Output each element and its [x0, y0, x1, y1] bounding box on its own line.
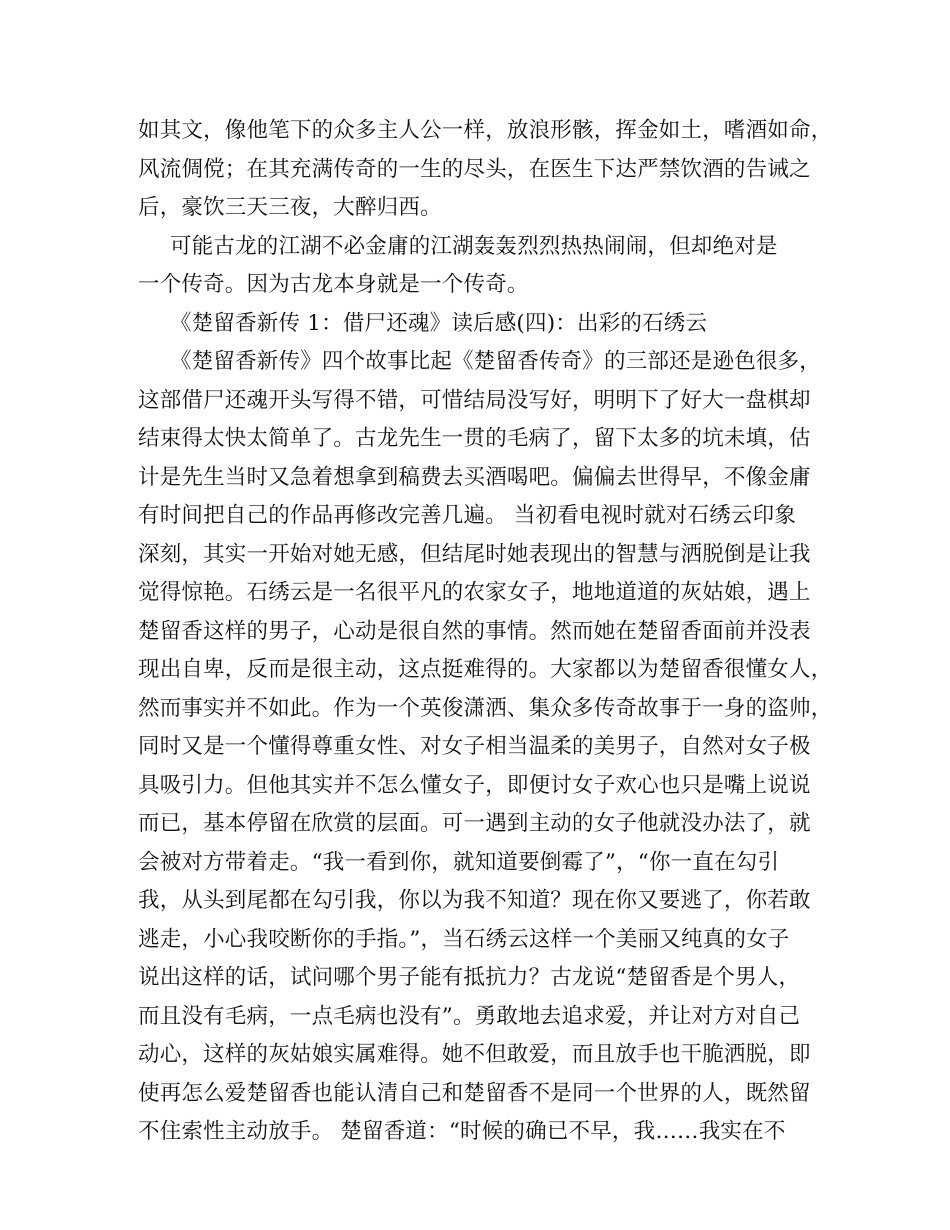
text-line: 后，豪饮三天三夜，大醉归西。	[138, 195, 442, 220]
section-heading: 《楚留香新传 1：借尸还魂》读后感(四)：出彩的石绣云	[170, 310, 708, 336]
text-line: 觉得惊艳。石绣云是一名很平凡的农家女子，地地道道的灰姑娘，遇上	[138, 580, 811, 605]
text-line: 这部借尸还魂开头写得不错，可惜结局没写好，明明下了好大一盘棋却	[138, 387, 811, 413]
text-line: 动心，这样的灰姑娘实属难得。她不但敢爱，而且放手也干脆洒脱，即	[138, 1042, 811, 1067]
text-line: 深刻，其实一开始对她无感，但结尾时她表现出的智慧与洒脱倒是让我	[138, 541, 811, 567]
text-line: 我，从头到尾都在勾引我，你以为我不知道？现在你又要逃了，你若敢	[138, 888, 811, 913]
text-line: 而已，基本停留在欣赏的层面。可一遇到主动的女子他就没办法了，就	[138, 811, 811, 836]
text-line: 具吸引力。但他其实并不怎么懂女子，即便讨女子欢心也只是嘴上说说	[138, 772, 811, 798]
text-line: 说出这样的话，试问哪个男子能有抵抗力？古龙说“楚留香是个男人，	[138, 965, 801, 990]
text-line: 风流倜傥；在其充满传奇的一生的尽头，在医生下达严禁饮酒的告诫之	[138, 156, 811, 182]
text-line: 一个传奇。因为古龙本身就是一个传奇。	[138, 272, 529, 297]
text-line: 然而事实并不如此。作为一个英俊潇洒、集众多传奇故事于一身的盗帅，	[138, 695, 833, 721]
text-line: 同时又是一个懂得尊重女性、对女子相当温柔的美男子，自然对女子极	[138, 734, 811, 759]
paragraph-start-line: 《楚留香新传》四个故事比起《楚留香传奇》的三部还是逊色很多，	[170, 349, 822, 374]
document-page	[138, 112, 833, 1152]
text-line: 使再怎么爱楚留香也能认清自己和楚留香不是同一个世界的人，既然留	[138, 1080, 811, 1106]
text-line: 如其文，像他笔下的众多主人公一样，放浪形骸，挥金如土，嗜酒如命，	[138, 118, 833, 143]
text-line: 楚留香这样的男子，心动是很自然的事情。然而她在楚留香面前并没表	[138, 618, 811, 644]
paragraph-start-line: 可能古龙的江湖不必金庸的江湖轰轰烈烈热热闹闹，但却绝对是	[170, 233, 778, 259]
text-line: 会被对方带着走。“我一看到你，就知道要倒霉了”，“你一直在勾引	[138, 849, 780, 875]
text-line: 而且没有毛病，一点毛病也没有”。勇敢地去追求爱，并让对方对自己	[138, 1003, 801, 1029]
text-line: 现出自卑，反而是很主动，这点挺难得的。大家都以为楚留香很懂女人，	[138, 657, 833, 682]
text-line: 结束得太快太简单了。古龙先生一贯的毛病了，留下太多的坑未填，估	[138, 426, 811, 451]
text-line: 计是先生当时又急着想拿到稿费去买酒喝吧。偏偏去世得早，不像金庸	[138, 464, 811, 490]
text-line: 逃走，小心我咬断你的手指。”，当石绣云这样一个美丽又纯真的女子	[138, 926, 790, 952]
text-line: 不住索性主动放手。 楚留香道：“时候的确已不早，我……我实在不	[138, 1119, 786, 1144]
text-line: 有时间把自己的作品再修改完善几遍。 当初看电视时就对石绣云印象	[138, 503, 797, 528]
